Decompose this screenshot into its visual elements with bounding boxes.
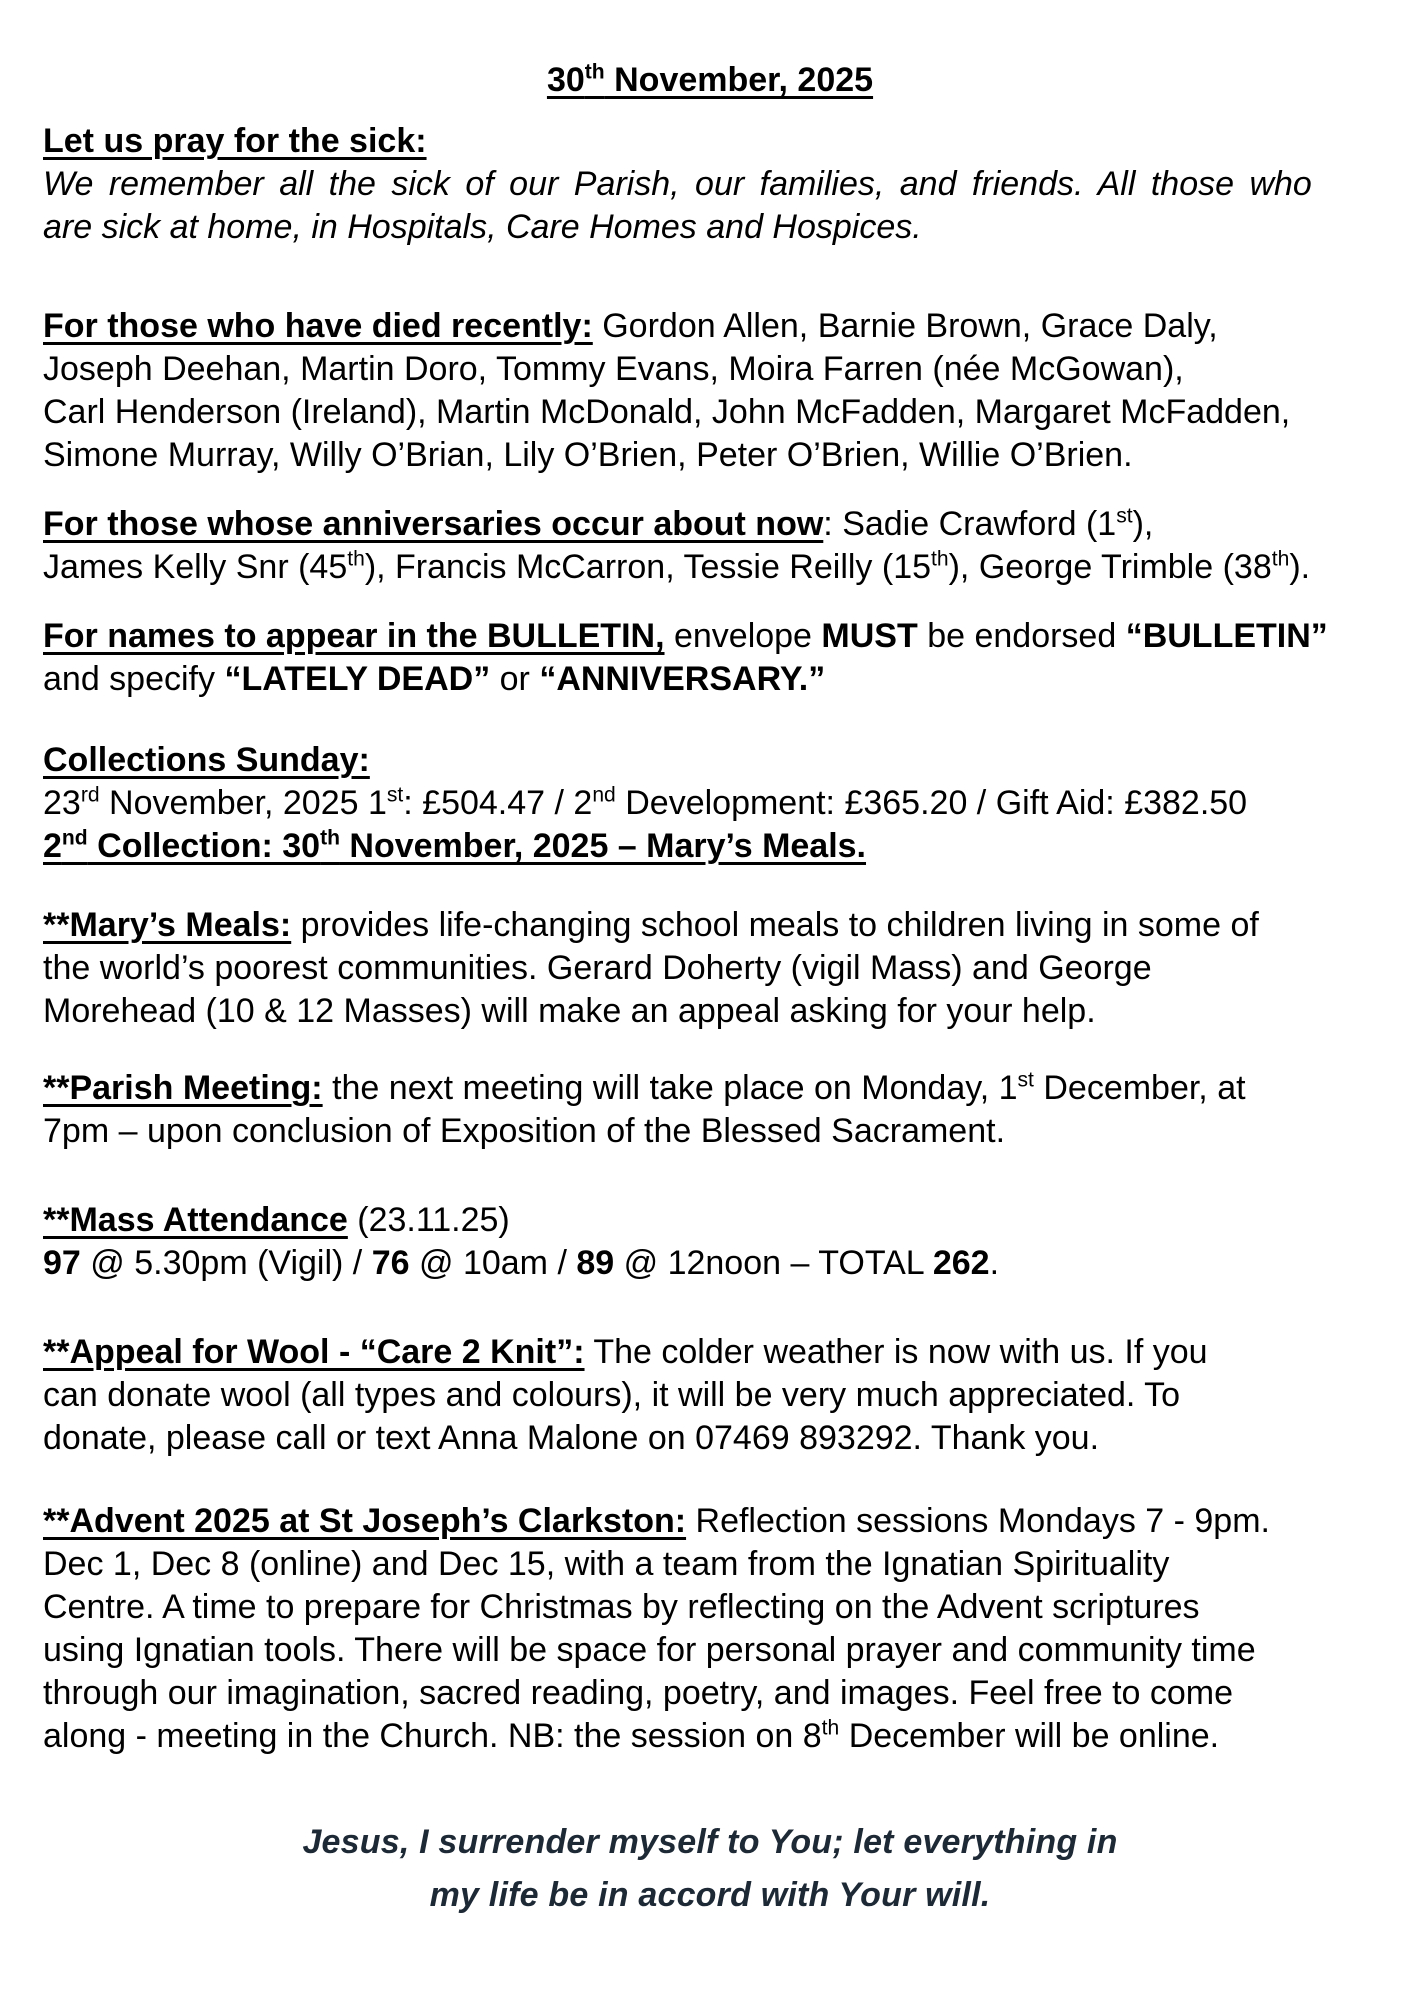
section-advent xyxy=(43,1500,1377,1758)
text-line xyxy=(43,1419,1099,1457)
text-line xyxy=(43,827,866,865)
text-line xyxy=(43,1717,1219,1755)
text-run: th xyxy=(320,826,340,850)
text-run: nd xyxy=(61,826,88,850)
text-run: 30 xyxy=(546,61,585,99)
text-run: th xyxy=(347,547,365,571)
text-run: : £504.47 / 2 xyxy=(403,784,593,822)
text-run: provides life-changing school meals to children living in some of xyxy=(291,906,1259,944)
text-run: are sick at home, in Hospitals, Care Homes and Hospices. xyxy=(43,208,922,246)
text-run: through our imagination, sacred reading, poetry, and images. Feel free to come xyxy=(43,1674,1234,1712)
text-run: : Sadie Crawford (1 xyxy=(823,505,1117,543)
text-run: 97 xyxy=(43,1244,81,1282)
text-run: **Mary’s Meals: xyxy=(43,906,292,944)
section-prayer xyxy=(43,1816,1377,1922)
text-line xyxy=(430,1876,991,1914)
text-line xyxy=(43,1069,1246,1107)
text-run: can donate wool (all types and colours), it will be very much appreciated. To xyxy=(43,1376,1181,1414)
text-run: 76 xyxy=(371,1244,410,1282)
text-run: along - meeting in the Church. NB: the session on 8 xyxy=(43,1717,822,1755)
text-line xyxy=(43,1376,1180,1414)
section-bulletin-names xyxy=(43,615,1377,701)
text-run: ), xyxy=(1132,505,1154,543)
text-line xyxy=(43,1244,999,1282)
text-run: Centre. A time to prepare for Christmas by reflecting on the Advent scriptures xyxy=(43,1588,1200,1626)
text-run: and specify xyxy=(43,660,225,698)
text-run: be endorsed xyxy=(917,617,1126,655)
text-run: November, 2025 1 xyxy=(99,784,387,822)
text-run: th xyxy=(1271,547,1290,571)
text-line xyxy=(43,1588,1200,1626)
text-line xyxy=(43,784,1247,822)
text-run: the world’s poorest communities. Gerard Doherty (vigil Mass) and George xyxy=(43,949,1152,987)
text-run: my life be in accord with Your will. xyxy=(429,1876,991,1914)
text-run: For names to appear in the BULLETIN, xyxy=(43,617,665,655)
text-run: 23 xyxy=(43,784,81,822)
text-run: Dec 1, Dec 8 (online) and Dec 15, with a team from the Ignatian Spirituality xyxy=(43,1545,1170,1583)
text-line xyxy=(43,949,1152,987)
text-run: For those whose anniversaries occur about now xyxy=(43,505,824,543)
text-run: using Ignatian tools. There will be space for personal prayer and community time xyxy=(43,1631,1256,1669)
text-run: James Kelly Snr (45 xyxy=(43,548,348,586)
section-marys-meals xyxy=(43,904,1377,1033)
text-run: donate, please call or text Anna Malone on 07469 893292. Thank you. xyxy=(43,1419,1100,1457)
section-collections xyxy=(43,739,1377,868)
text-run: ). xyxy=(1289,548,1311,586)
text-run: November, 2025 – Mary’s Meals. xyxy=(339,827,867,865)
text-line xyxy=(43,122,427,160)
text-run: Reflection sessions Mondays 7 - 9pm. xyxy=(686,1502,1270,1540)
text-run: Development: £365.20 / Gift Aid: £382.50 xyxy=(615,784,1248,822)
text-run: 89 xyxy=(576,1244,615,1282)
text-run: th xyxy=(584,60,605,84)
text-line xyxy=(43,741,370,779)
text-run: Simone Murray, Willy O’Brian, Lily O’Brien, Peter O’Brien, Willie O’Brien. xyxy=(43,436,1133,474)
section-parish-meeting xyxy=(43,1067,1377,1153)
text-run: rd xyxy=(80,783,100,807)
text-run: @ 12noon – TOTAL xyxy=(614,1244,933,1282)
text-run: November, 2025 xyxy=(604,61,874,99)
section-title xyxy=(43,58,1377,102)
text-run: **Advent 2025 at St Joseph’s Clarkston: xyxy=(43,1502,687,1540)
text-line xyxy=(43,505,1153,543)
text-run: **Appeal for Wool - “Care 2 Knit”: xyxy=(43,1333,585,1371)
bulletin-body xyxy=(43,58,1377,1922)
text-run: “BULLETIN” xyxy=(1125,617,1328,655)
text-run: Carl Henderson (Ireland), Martin McDonald, John McFadden, Margaret McFadden, xyxy=(43,393,1291,431)
text-line xyxy=(43,208,922,246)
text-line xyxy=(547,61,873,99)
section-wool-appeal xyxy=(43,1331,1377,1460)
text-run: The colder weather is now with us. If you xyxy=(584,1333,1208,1371)
text-run: st xyxy=(386,783,404,807)
text-line xyxy=(43,1201,510,1239)
text-run: st xyxy=(1017,1068,1034,1092)
text-line xyxy=(43,393,1290,431)
text-run: Joseph Deehan, Martin Doro, Tommy Evans, Moira Farren (née McGowan), xyxy=(43,350,1184,388)
text-run: Jesus, I surrender myself to You; let everything in xyxy=(302,1823,1118,1861)
text-run: th xyxy=(931,547,949,571)
text-line xyxy=(43,1333,1208,1371)
text-line xyxy=(43,165,1312,203)
text-line xyxy=(43,350,1184,388)
text-run: “LATELY DEAD” xyxy=(224,660,491,698)
text-run: th xyxy=(821,1716,840,1740)
text-run: For those who have died recently: xyxy=(43,307,593,345)
text-run: Let us pray for the sick: xyxy=(43,122,427,160)
text-run: Gordon Allen, Barnie Brown, Grace Daly, xyxy=(592,307,1218,345)
text-run: **Parish Meeting: xyxy=(43,1069,323,1107)
text-run: MUST xyxy=(821,617,918,655)
text-run: (23.11.25) xyxy=(347,1201,510,1239)
section-died-recently xyxy=(43,305,1377,477)
text-run: December will be online. xyxy=(839,1717,1220,1755)
text-run: ), George Trimble (38 xyxy=(948,548,1272,586)
text-run: 262 xyxy=(932,1244,990,1282)
text-line xyxy=(43,307,1218,345)
text-line xyxy=(43,1631,1256,1669)
text-line xyxy=(43,617,1328,655)
text-run: st xyxy=(1116,504,1133,528)
text-run: “ANNIVERSARY.” xyxy=(539,660,826,698)
text-run: @ 10am / xyxy=(409,1244,577,1282)
text-line xyxy=(43,660,825,698)
text-line xyxy=(43,1674,1233,1712)
text-run: We remember all the sick of our Parish, our families, and friends. All those who xyxy=(43,165,1312,203)
text-run: **Mass Attendance xyxy=(43,1201,348,1239)
text-run: @ 5.30pm (Vigil) / xyxy=(80,1244,372,1282)
text-line xyxy=(43,1545,1169,1583)
text-line xyxy=(43,548,1310,586)
section-pray-for-sick xyxy=(43,120,1377,249)
text-line xyxy=(43,992,1096,1030)
text-line xyxy=(43,436,1133,474)
text-line xyxy=(43,1502,1270,1540)
text-line xyxy=(302,1823,1117,1861)
text-run: envelope xyxy=(664,617,822,655)
text-run: ), Francis McCarron, Tessie Reilly (15 xyxy=(364,548,932,586)
text-run: or xyxy=(490,660,540,698)
text-line xyxy=(43,1112,1005,1150)
text-run: December, at xyxy=(1033,1069,1246,1107)
text-run: 2 xyxy=(43,827,62,865)
text-run: nd xyxy=(592,783,616,807)
text-run: Collections Sunday: xyxy=(43,741,370,779)
text-run: Collection: 30 xyxy=(87,827,321,865)
text-run: Morehead (10 & 12 Masses) will make an appeal asking for your help. xyxy=(43,992,1096,1030)
section-anniversaries xyxy=(43,503,1377,589)
section-mass-attendance xyxy=(43,1199,1377,1285)
text-run: the next meeting will take place on Monday, 1 xyxy=(322,1069,1018,1107)
text-run: 7pm – upon conclusion of Exposition of the Blessed Sacrament. xyxy=(43,1112,1006,1150)
text-line xyxy=(43,906,1259,944)
text-run: . xyxy=(989,1244,1000,1282)
